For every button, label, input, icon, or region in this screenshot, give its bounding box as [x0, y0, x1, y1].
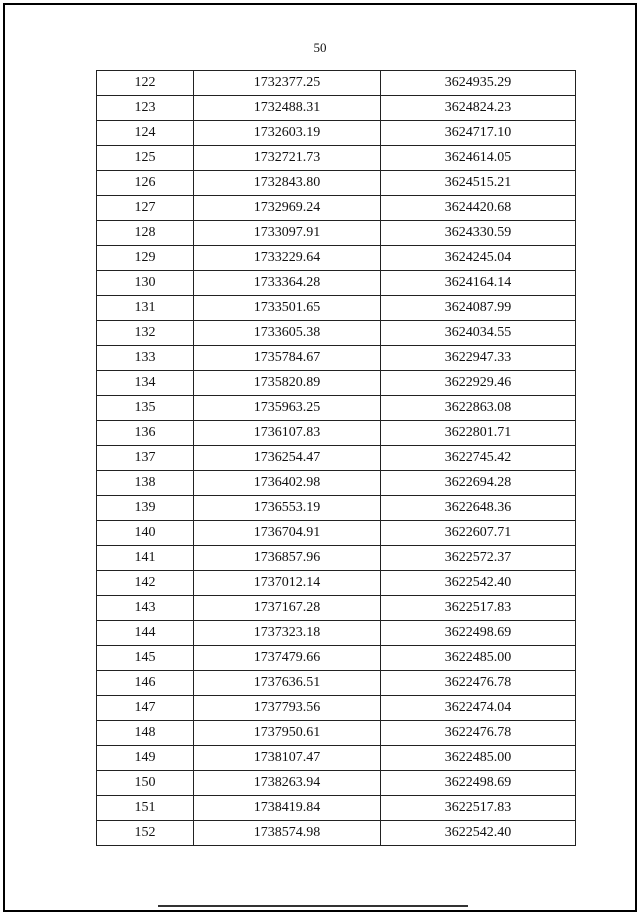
x-coordinate-cell: 1736402.98 [194, 471, 381, 496]
x-coordinate-cell: 1738263.94 [194, 771, 381, 796]
x-coordinate-cell: 1736553.19 [194, 496, 381, 521]
y-coordinate-cell: 3622542.40 [381, 821, 576, 846]
point-number-cell: 132 [97, 321, 194, 346]
x-coordinate-cell: 1733229.64 [194, 246, 381, 271]
y-coordinate-cell: 3622863.08 [381, 396, 576, 421]
y-coordinate-cell: 3622542.40 [381, 571, 576, 596]
point-number-cell: 133 [97, 346, 194, 371]
x-coordinate-cell: 1736704.91 [194, 521, 381, 546]
point-number-cell: 148 [97, 721, 194, 746]
y-coordinate-cell: 3624824.23 [381, 96, 576, 121]
x-coordinate-cell: 1732603.19 [194, 121, 381, 146]
page-number: 50 [313, 40, 327, 55]
point-number-cell: 149 [97, 746, 194, 771]
table-row [97, 496, 576, 521]
x-coordinate-cell: 1738107.47 [194, 746, 381, 771]
y-coordinate-cell: 3622474.04 [381, 696, 576, 721]
y-coordinate-cell: 3622485.00 [381, 746, 576, 771]
point-number-cell: 138 [97, 471, 194, 496]
point-number-cell: 134 [97, 371, 194, 396]
table-row [97, 571, 576, 596]
x-coordinate-cell: 1735820.89 [194, 371, 381, 396]
y-coordinate-cell: 3622648.36 [381, 496, 576, 521]
x-coordinate-cell: 1736857.96 [194, 546, 381, 571]
y-coordinate-cell: 3622498.69 [381, 771, 576, 796]
table-row [97, 271, 576, 296]
x-coordinate-cell: 1738419.84 [194, 796, 381, 821]
point-number-cell: 124 [97, 121, 194, 146]
table-row [97, 671, 576, 696]
x-coordinate-cell: 1736107.83 [194, 421, 381, 446]
point-number-cell: 129 [97, 246, 194, 271]
bottom-rule [158, 905, 468, 907]
y-coordinate-cell: 3622485.00 [381, 646, 576, 671]
x-coordinate-cell: 1732969.24 [194, 196, 381, 221]
table-row [97, 296, 576, 321]
y-coordinate-cell: 3624034.55 [381, 321, 576, 346]
y-coordinate-cell: 3622517.83 [381, 796, 576, 821]
table-row [97, 321, 576, 346]
table-row [97, 221, 576, 246]
y-coordinate-cell: 3622498.69 [381, 621, 576, 646]
point-number-cell: 131 [97, 296, 194, 321]
y-coordinate-cell: 3624164.14 [381, 271, 576, 296]
x-coordinate-cell: 1732843.80 [194, 171, 381, 196]
point-number-cell: 145 [97, 646, 194, 671]
point-number-cell: 151 [97, 796, 194, 821]
x-coordinate-cell: 1737323.18 [194, 621, 381, 646]
y-coordinate-cell: 3624330.59 [381, 221, 576, 246]
y-coordinate-cell: 3622476.78 [381, 671, 576, 696]
y-coordinate-cell: 3624614.05 [381, 146, 576, 171]
point-number-cell: 147 [97, 696, 194, 721]
table-row [97, 596, 576, 621]
x-coordinate-cell: 1733364.28 [194, 271, 381, 296]
x-coordinate-cell: 1737793.56 [194, 696, 381, 721]
point-number-cell: 125 [97, 146, 194, 171]
table-row [97, 446, 576, 471]
x-coordinate-cell: 1732721.73 [194, 146, 381, 171]
y-coordinate-cell: 3622607.71 [381, 521, 576, 546]
table-row [97, 246, 576, 271]
point-number-cell: 141 [97, 546, 194, 571]
table-row [97, 646, 576, 671]
point-number-cell: 139 [97, 496, 194, 521]
table-row [97, 421, 576, 446]
y-coordinate-cell: 3624087.99 [381, 296, 576, 321]
point-number-cell: 122 [97, 71, 194, 96]
table-row [97, 146, 576, 171]
y-coordinate-cell: 3622517.83 [381, 596, 576, 621]
point-number-cell: 126 [97, 171, 194, 196]
x-coordinate-cell: 1732488.31 [194, 96, 381, 121]
y-coordinate-cell: 3624935.29 [381, 71, 576, 96]
y-coordinate-cell: 3622476.78 [381, 721, 576, 746]
point-number-cell: 143 [97, 596, 194, 621]
table-row [97, 721, 576, 746]
y-coordinate-cell: 3622929.46 [381, 371, 576, 396]
table-row [97, 196, 576, 221]
x-coordinate-cell: 1733097.91 [194, 221, 381, 246]
x-coordinate-cell: 1737012.14 [194, 571, 381, 596]
y-coordinate-cell: 3624420.68 [381, 196, 576, 221]
x-coordinate-cell: 1737950.61 [194, 721, 381, 746]
table-row [97, 396, 576, 421]
x-coordinate-cell: 1737636.51 [194, 671, 381, 696]
table-row [97, 771, 576, 796]
point-number-cell: 127 [97, 196, 194, 221]
x-coordinate-cell: 1733501.65 [194, 296, 381, 321]
coordinates-table [96, 70, 576, 846]
x-coordinate-cell: 1735784.67 [194, 346, 381, 371]
table-row [97, 346, 576, 371]
table-row [97, 71, 576, 96]
x-coordinate-cell: 1732377.25 [194, 71, 381, 96]
point-number-cell: 144 [97, 621, 194, 646]
x-coordinate-cell: 1736254.47 [194, 446, 381, 471]
x-coordinate-cell: 1738574.98 [194, 821, 381, 846]
coordinates-table-body [97, 71, 576, 846]
y-coordinate-cell: 3622572.37 [381, 546, 576, 571]
point-number-cell: 130 [97, 271, 194, 296]
y-coordinate-cell: 3622947.33 [381, 346, 576, 371]
point-number-cell: 140 [97, 521, 194, 546]
point-number-cell: 137 [97, 446, 194, 471]
table-row [97, 696, 576, 721]
point-number-cell: 128 [97, 221, 194, 246]
y-coordinate-cell: 3622745.42 [381, 446, 576, 471]
x-coordinate-cell: 1733605.38 [194, 321, 381, 346]
x-coordinate-cell: 1737479.66 [194, 646, 381, 671]
table-row [97, 121, 576, 146]
table-row [97, 821, 576, 846]
y-coordinate-cell: 3624245.04 [381, 246, 576, 271]
y-coordinate-cell: 3622694.28 [381, 471, 576, 496]
table-row [97, 746, 576, 771]
y-coordinate-cell: 3622801.71 [381, 421, 576, 446]
x-coordinate-cell: 1735963.25 [194, 396, 381, 421]
y-coordinate-cell: 3624717.10 [381, 121, 576, 146]
table-row [97, 521, 576, 546]
table-row [97, 796, 576, 821]
y-coordinate-cell: 3624515.21 [381, 171, 576, 196]
table-row [97, 621, 576, 646]
table-row [97, 96, 576, 121]
point-number-cell: 142 [97, 571, 194, 596]
point-number-cell: 150 [97, 771, 194, 796]
point-number-cell: 136 [97, 421, 194, 446]
point-number-cell: 123 [97, 96, 194, 121]
table-row [97, 546, 576, 571]
table-row [97, 371, 576, 396]
x-coordinate-cell: 1737167.28 [194, 596, 381, 621]
point-number-cell: 152 [97, 821, 194, 846]
table-row [97, 171, 576, 196]
point-number-cell: 146 [97, 671, 194, 696]
point-number-cell: 135 [97, 396, 194, 421]
table-row [97, 471, 576, 496]
